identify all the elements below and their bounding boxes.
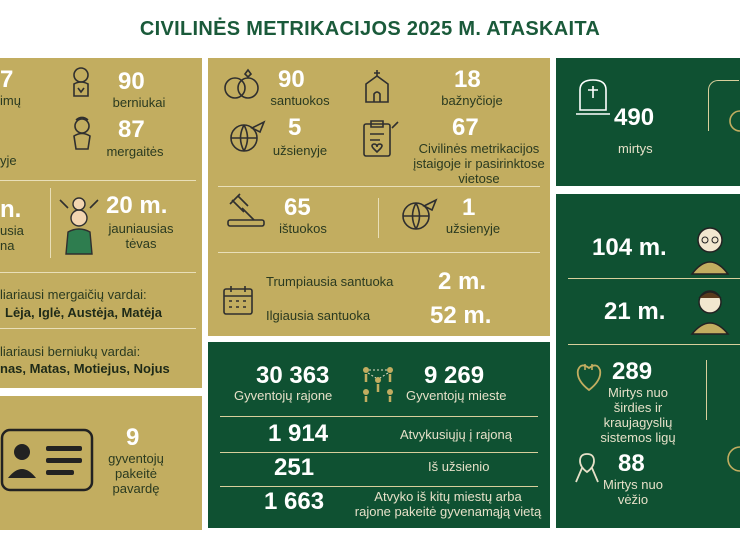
youngest-deceased-value: 21 m. xyxy=(604,298,666,325)
oldest-parent-value: n. xyxy=(0,196,22,223)
divider xyxy=(220,486,538,487)
divider xyxy=(0,180,196,181)
office-value: 67 xyxy=(452,114,479,141)
divider xyxy=(706,360,707,420)
divider xyxy=(378,198,379,238)
page-title: CIVILINĖS METRIKACIJOS 2025 M. ATASKAITA xyxy=(139,18,601,40)
young-person-icon xyxy=(688,286,732,334)
moved-label xyxy=(348,490,548,520)
partial-icon xyxy=(722,444,740,474)
deaths-total-value: 490 xyxy=(614,104,655,131)
divider xyxy=(218,186,540,187)
deaths-details-panel xyxy=(556,194,740,528)
church-label: bažnyčioje xyxy=(441,93,503,108)
foreign-label: Iš užsienio xyxy=(428,459,490,474)
births-total-value: 7 xyxy=(0,66,14,93)
surname-change-panel xyxy=(0,396,202,530)
partial-icon xyxy=(726,108,740,134)
district-population-label: Gyventojų rajone xyxy=(234,388,333,403)
population-panel xyxy=(208,342,550,528)
youngest-father-label xyxy=(104,222,178,252)
surname-label-line1: gyventojų xyxy=(108,451,164,466)
surname-label-line3: pavardę xyxy=(112,480,160,496)
boy-names: nas, Matas, Motiejus, Nojus xyxy=(0,361,170,376)
cancer-deaths-label xyxy=(596,478,670,508)
births-total-label: imų xyxy=(0,93,21,108)
city-population-value: 9 269 xyxy=(424,362,485,389)
cancer-label-line1: Mirtys nuo xyxy=(603,477,663,492)
divider xyxy=(0,272,196,273)
girl-names: Lėja, Iglė, Austėja, Matėja xyxy=(5,305,163,320)
moved-value: 1 663 xyxy=(264,488,325,515)
document-heart-icon xyxy=(360,118,400,158)
divider xyxy=(220,416,538,417)
elderly-person-icon xyxy=(684,224,736,274)
divider xyxy=(220,452,538,453)
heart-label-line3: kraujagyslių xyxy=(603,414,673,430)
office-label-line1: Civilinės metrikacijos xyxy=(418,141,540,156)
divorces-label: ištuokos xyxy=(279,221,327,236)
moved-label-line2: rajone pakeitė gyvenamąją vietą xyxy=(354,503,542,519)
girls-value: 87 xyxy=(118,116,145,143)
marriages-abroad-label: užsienyje xyxy=(272,143,328,158)
father-child-icon xyxy=(56,196,102,256)
arrived-label: Atvykusiųjų į rajoną xyxy=(400,427,512,442)
marriages-total-label: santuokos xyxy=(270,93,330,108)
surname-label-line2: pakeitė xyxy=(115,465,157,481)
boys-value: 90 xyxy=(118,68,145,95)
calendar-icon xyxy=(222,284,254,316)
divorces-value: 65 xyxy=(284,194,311,221)
foreign-value: 251 xyxy=(274,454,315,481)
youngest-father-value: 20 m. xyxy=(106,192,168,219)
baby-girl-icon xyxy=(66,116,98,152)
girls-label: mergaitės xyxy=(106,144,164,159)
arrived-value: 1 914 xyxy=(268,420,329,447)
births-abroad-label: yje xyxy=(0,153,17,168)
marriages-panel xyxy=(208,58,550,336)
rings-icon xyxy=(220,68,264,102)
surname-value: 9 xyxy=(126,424,140,451)
heart-label-line4: sistemos ligų xyxy=(600,429,676,445)
church-value: 18 xyxy=(454,66,481,93)
divider xyxy=(568,278,740,279)
longest-value: 52 m. xyxy=(430,302,492,329)
heart-label-line2: širdies ir xyxy=(613,399,663,415)
globe-plane-icon xyxy=(398,198,438,234)
globe-plane-icon xyxy=(226,120,266,156)
gavel-icon xyxy=(224,194,268,228)
divider xyxy=(50,188,51,258)
church-icon xyxy=(360,68,394,104)
office-label-line3: vietose xyxy=(458,170,500,186)
divorces-abroad-value: 1 xyxy=(462,194,476,221)
district-population-value: 30 363 xyxy=(256,362,330,389)
marriages-abroad-value: 5 xyxy=(288,114,302,141)
shortest-label: Trumpiausia santuoka xyxy=(266,274,394,289)
heart-deaths-value: 289 xyxy=(612,358,653,385)
shortest-value: 2 m. xyxy=(438,268,487,295)
longest-label: Ilgiausia santuoka xyxy=(266,308,371,323)
oldest-parent-label-line2: na xyxy=(0,237,15,253)
id-card-icon xyxy=(0,428,96,492)
office-label xyxy=(404,142,554,187)
boys-label: berniukai xyxy=(112,95,166,110)
youngest-father-label-line2: tėvas xyxy=(125,235,157,251)
marriages-total-value: 90 xyxy=(278,66,305,93)
divider xyxy=(218,252,540,253)
tombstone-icon xyxy=(574,76,612,118)
oldest-parent-label xyxy=(0,224,24,254)
moved-label-line1: Atvyko iš kitų miestų arba xyxy=(374,489,522,504)
oldest-parent-label-line1: usia xyxy=(0,223,24,238)
divorces-abroad-label: užsienyje xyxy=(445,221,501,236)
heart-label-line1: Mirtys nuo xyxy=(608,385,668,400)
cancer-label-line2: vėžio xyxy=(617,491,649,507)
cancer-deaths-value: 88 xyxy=(618,450,645,477)
youngest-father-label-line1: jauniausias xyxy=(108,221,174,236)
divider xyxy=(568,344,740,345)
births-panel xyxy=(0,58,202,388)
office-label-line2: įstaigoje ir pasirinktose xyxy=(413,155,545,171)
divider xyxy=(0,328,196,329)
people-network-icon xyxy=(358,362,398,402)
baby-boy-icon xyxy=(65,66,97,100)
city-population-label: Gyventojų mieste xyxy=(406,388,507,403)
girl-names-title: liariausi mergaičių vardai: xyxy=(0,287,147,302)
surname-label xyxy=(106,452,166,497)
deaths-total-label: mirtys xyxy=(618,141,653,156)
deaths-total-panel xyxy=(556,58,740,186)
boy-names-title: liariausi berniukų vardai: xyxy=(0,344,141,359)
heart-deaths-label xyxy=(586,386,690,446)
oldest-deceased-value: 104 m. xyxy=(592,234,667,261)
